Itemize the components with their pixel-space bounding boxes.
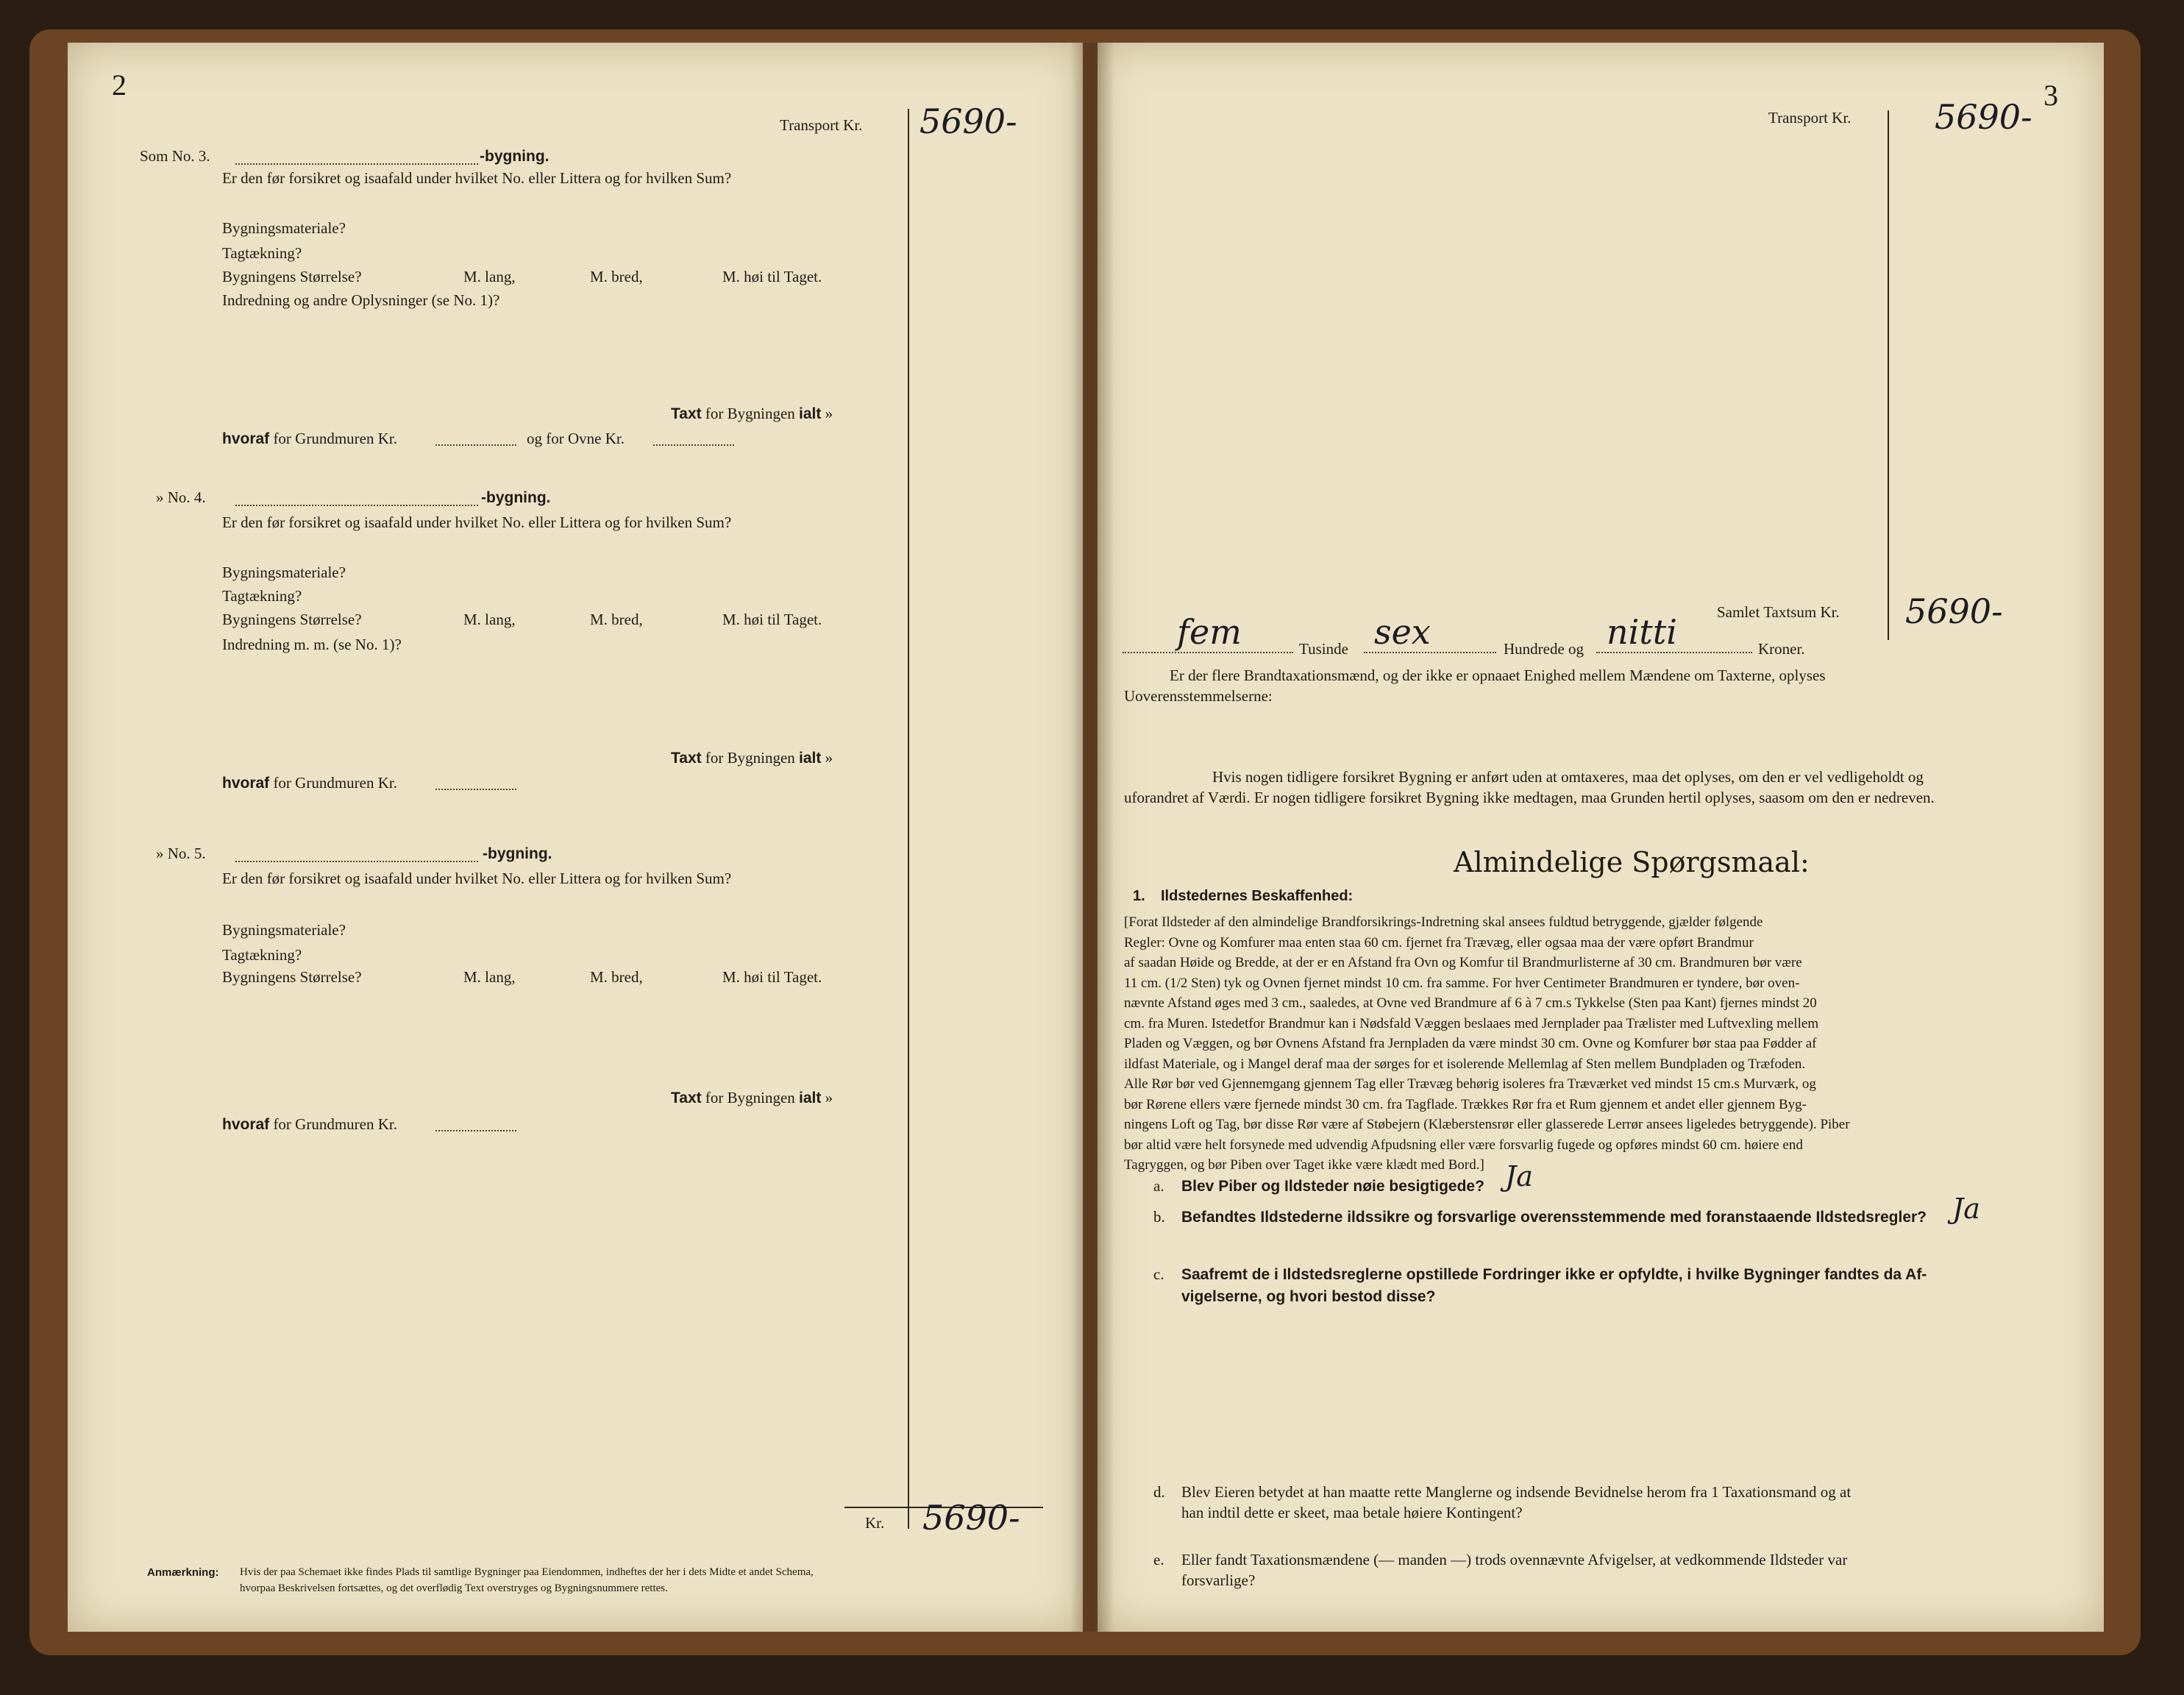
regler-line: bør Rørene ellers være fjernede mindst 30 cm. fra Tagflade. Trækkes Rør fra et Rum gjennem et andet eller gjennem Byg- <box>1124 1096 1807 1112</box>
thousands-line <box>1123 652 1293 653</box>
regler-line: Regler: Ovne og Komfurer maa enten staa 60 cm. fjernet fra Trævæg, eller ogsaa maa der være opført Brandmur <box>1124 934 1754 950</box>
no3-ialt-mark: » <box>825 405 833 422</box>
no4-type-line <box>235 505 478 506</box>
no5-prefix: » No. 5. <box>156 845 206 862</box>
no3-ovne-line <box>653 444 734 446</box>
no4-ialt-mark: » <box>825 749 833 767</box>
no3-tagtaekning: Tagtækning? <box>222 244 302 262</box>
hundreds-line <box>1364 652 1496 653</box>
no5-question: Er den før forsikret og isaafald under hvilket No. eller Littera og for hvilken Sum? <box>222 870 732 887</box>
qa-answer: Ja <box>1505 1160 1533 1193</box>
qe-line-1: Eller fandt Taxationsmændene (— manden —) trods ovennævnte Afvigelser, at vedkommende Ildsteder var <box>1181 1551 1848 1568</box>
note-line-2: hvorpaa Beskrivelsen fortsættes, og det overflødig Text overstryges og Bygningsnummere rettes. <box>240 1582 668 1594</box>
regler-line: Tagryggen, og bør Piben over Taget ikke være klædt med Bord.] <box>1124 1157 1484 1173</box>
amount-words-hundreds: sex <box>1374 612 1431 652</box>
no5-materiale: Bygningsmateriale? <box>222 921 346 939</box>
page-number-left: 2 <box>112 68 127 102</box>
total-kr-label: Kr. <box>865 1514 885 1532</box>
no3-prefix: Som No. 3. <box>140 147 210 165</box>
no4-bygning: -bygning. <box>481 489 551 506</box>
amount-column-rule-right <box>1888 110 1889 640</box>
no4-m-hoi: M. høi til Taget. <box>722 611 822 628</box>
no5-m-hoi: M. høi til Taget. <box>722 968 822 986</box>
qd-label: d. <box>1153 1483 1165 1501</box>
flere-line-2: Uoverensstemmelserne: <box>1124 687 1273 705</box>
no5-tagtaekning: Tagtækning? <box>222 946 302 964</box>
qe-line-2: forsvarlige? <box>1181 1571 1256 1589</box>
no5-m-bred: M. bred, <box>590 968 643 986</box>
qe-label: e. <box>1153 1551 1164 1568</box>
regler-line: bør altid være helt forsynede med udvendig Afpudsning eller være forsvarlig fugede og opføres mindst 60 cm. høiere end <box>1124 1137 1803 1153</box>
regler-line: [Forat Ildsteder af den almindelige Brandforsikrings-Indretning skal ansees fuldtud betryggende, gjælder følgende <box>1124 914 1763 930</box>
regler-line: Pladen og Væggen, og bør Ovnens Afstand fra Jernpladen da være mindst 30 cm. Ovne og Komfurer bør staa paa Fødder af <box>1124 1036 1817 1051</box>
regler-line: 11 cm. (1/2 Sten) tyk og Ovnen fjernet mindst 10 cm. fra samme. For hver Centimeter Brandmuren er tyndere, bør oven- <box>1124 975 1800 991</box>
regler-line: cm. fra Muren. Istedetfor Brandmur kan i Nødsfald Væggen beslaaes med Jernplader paa Trælister med Luftvexling mellem <box>1124 1015 1819 1031</box>
transport-amount-left: 5690- <box>920 102 1017 141</box>
no4-taxt-bold: Taxt <box>671 750 702 767</box>
no5-taxt-rest: for Bygningen <box>705 1089 795 1106</box>
no3-bygning: -bygning. <box>480 148 549 165</box>
no4-prefix: » No. 4. <box>156 488 206 506</box>
no4-ialt: ialt <box>799 750 822 767</box>
no5-m-lang: M. lang, <box>463 968 516 986</box>
no4-hvoraf-rest: for Grundmuren Kr. <box>273 774 397 792</box>
qb-answer: Ja <box>1952 1193 1980 1225</box>
no3-materiale: Bygningsmateriale? <box>222 219 346 237</box>
qd-line-2: han indtil dette er skeet, maa betale høiere Kontingent? <box>1181 1504 1523 1521</box>
kroner-label: Kroner. <box>1758 640 1805 658</box>
transport-amount-right: 5690- <box>1935 97 2032 137</box>
no3-type-line <box>235 163 478 165</box>
hvis-line-2: uforandret af Værdi. Er nogen tidligere forsikret Bygning ikke medtagen, maa Grunden hertil oplyses, saasom om den er nedreven. <box>1124 789 1935 806</box>
note-label: Anmærkning: <box>147 1566 219 1579</box>
amount-column-rule-left <box>908 109 909 1529</box>
no3-taxt-bold: Taxt <box>671 405 702 422</box>
flere-line-1: Er der flere Brandtaxationsmænd, og der ikke er opnaaet Enighed mellem Mændene om Taxterne, oplyses <box>1170 667 1826 684</box>
no4-indredning: Indredning m. m. (se No. 1)? <box>222 636 402 653</box>
amount-words-thousands: fem <box>1177 612 1242 652</box>
qc-line-2: vigelserne, og hvori bestod disse? <box>1181 1288 1436 1305</box>
no4-hvoraf-bold: hvoraf <box>222 775 270 792</box>
no3-m-lang: M. lang, <box>463 268 516 285</box>
regler-line: ildfast Materiale, og i Mangel deraf maa der sørges for et isolerende Mellemlag af Sten mellem Bundpladen og Træfoden. <box>1124 1056 1806 1072</box>
no5-grundmur-line <box>435 1130 516 1131</box>
no5-ialt-mark: » <box>825 1089 833 1106</box>
page-number-right: 3 <box>2044 79 2058 112</box>
no5-taxt-bold: Taxt <box>671 1090 702 1106</box>
samlet-label: Samlet Taxtsum Kr. <box>1717 603 1840 621</box>
qa-text: Blev Piber og Ildsteder nøie besigtigede? <box>1181 1178 1484 1195</box>
no3-m-hoi: M. høi til Taget. <box>722 268 822 285</box>
no4-m-lang: M. lang, <box>463 611 516 628</box>
no3-hvoraf-rest: for Grundmuren Kr. <box>273 430 397 447</box>
amount-words-units: nitti <box>1607 612 1678 652</box>
hundrede-og-label: Hundrede og <box>1504 640 1584 658</box>
regler-line: nævnte Afstand øges med 3 cm., saaledes, at Ovne ved Brandmure af 6 à 7 cm.s Tykkelse (Sten paa Kant) fjernes mindst 20 <box>1124 995 1817 1011</box>
total-amount-left: 5690- <box>922 1498 1020 1538</box>
q1-title: Ildstedernes Beskaffenhed: <box>1161 888 1354 904</box>
qa-label: a. <box>1153 1177 1164 1195</box>
qd-line-1: Blev Eieren betydet at han maatte rette Manglerne og indsende Bevidnelse herom fra 1 Taxationsmand og at <box>1181 1483 1852 1501</box>
no5-hvoraf-rest: for Grundmuren Kr. <box>273 1115 397 1133</box>
transport-label-right: Transport Kr. <box>1768 109 1852 127</box>
no3-question: Er den før forsikret og isaafald under hvilket No. eller Littera og for hvilken Sum? <box>222 169 732 187</box>
units-line <box>1596 652 1752 653</box>
no3-ialt: ialt <box>799 405 822 422</box>
no4-tagtaekning: Tagtækning? <box>222 587 302 605</box>
qb-label: b. <box>1153 1208 1165 1226</box>
no4-question: Er den før forsikret og isaafald under hvilket No. eller Littera og for hvilken Sum? <box>222 514 732 531</box>
no5-stoerrelse: Bygningens Størrelse? <box>222 968 362 986</box>
no5-type-line <box>235 861 478 862</box>
samlet-amount: 5690- <box>1905 591 2003 631</box>
qb-text: Befandtes Ildstederne ildssikre og forsvarlige overensstemmende med foranstaaende Ildstedsregler? <box>1181 1209 1927 1226</box>
no4-stoerrelse: Bygningens Størrelse? <box>222 611 362 628</box>
right-page <box>1098 43 2104 1632</box>
regler-paragraph <box>1124 912 2026 1176</box>
no3-hvoraf-bold: hvoraf <box>222 430 270 447</box>
transport-label-left: Transport Kr. <box>780 116 863 134</box>
book-gutter <box>1070 43 1114 1632</box>
regler-line: af saadan Høide og Bredde, at der er en Afstand fra Ovn og Komfur til Brandmurlisterne af 30 cm. Brandmuren bør være <box>1124 955 1802 970</box>
no3-m-bred: M. bred, <box>590 268 643 285</box>
qc-label: c. <box>1153 1265 1164 1283</box>
no5-ialt: ialt <box>799 1090 822 1106</box>
no5-hvoraf-bold: hvoraf <box>222 1116 270 1133</box>
q1-number: 1. <box>1133 888 1145 904</box>
no4-materiale: Bygningsmateriale? <box>222 564 346 581</box>
no3-taxt-rest: for Bygningen <box>705 405 795 422</box>
section-heading: Almindelige Spørgsmaal: <box>1454 846 1810 878</box>
no3-indredning: Indredning og andre Oplysninger (se No. 1)? <box>222 291 500 309</box>
regler-line: ningens Loft og Tag, bør disse Rør være af Støbejern (Klæberstensrør eller glasserede Lerrør ansees ligeledes betryggende). Piber <box>1124 1117 1850 1132</box>
qc-line-1: Saafremt de i Ildstedsreglerne opstillede Fordringer ikke er opfyldte, i hvilke Bygninger fandtes da Af- <box>1181 1266 1927 1283</box>
hvis-line-1: Hvis nogen tidligere forsikret Bygning er anført uden at omtaxeres, maa det oplyses, om den er vel vedligeholdt og <box>1212 768 1924 786</box>
no4-m-bred: M. bred, <box>590 611 643 628</box>
note-line-1: Hvis der paa Schemaet ikke findes Plads til samtlige Bygninger paa Eiendommen, indheftes der her i dets Midte et andet Schema, <box>240 1566 814 1578</box>
left-page <box>68 43 1083 1632</box>
no3-stoerrelse: Bygningens Størrelse? <box>222 268 362 285</box>
no4-grundmur-line <box>435 789 516 790</box>
no4-taxt-rest: for Bygningen <box>705 749 795 767</box>
no5-bygning: -bygning. <box>483 845 552 862</box>
regler-line: Alle Rør bør ved Gjennemgang gjennem Tag eller Trævæg behørig isoleres fra Træværket ved mindst 15 cm.s Murværk, og <box>1124 1076 1816 1092</box>
tusinde-label: Tusinde <box>1299 640 1348 658</box>
no3-ovne: og for Ovne Kr. <box>527 430 625 447</box>
no3-grundmur-line <box>435 444 516 446</box>
